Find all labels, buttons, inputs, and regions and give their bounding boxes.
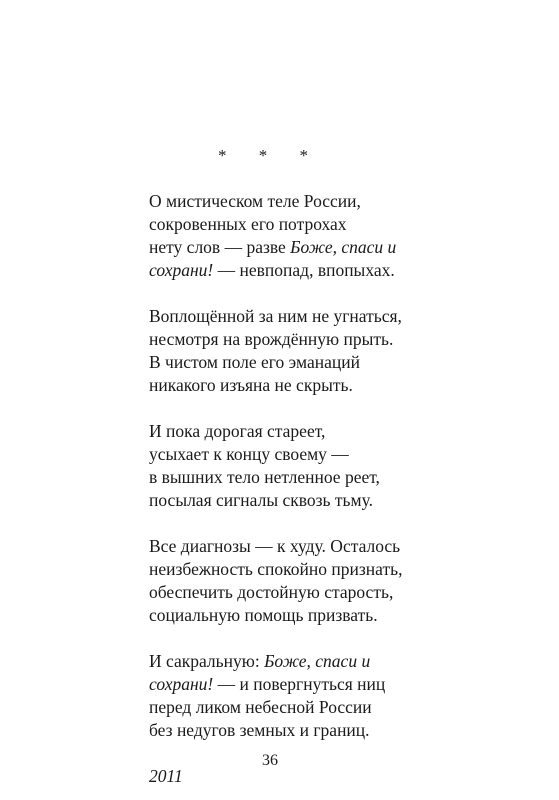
poem-text-segment: — и повергнуться ниц [213,674,386,694]
poem-text-segment: О мистическом теле России, [149,191,361,211]
poem-line [149,535,549,558]
poem-text-segment: В чистом поле его эманаций [149,352,360,372]
section-ornament: * * * [218,146,322,165]
poem-line [149,213,549,236]
poem-text-segment: И сакральную: [149,651,265,671]
poem-line [149,719,549,742]
page-number: 36 [262,752,278,769]
poem-line [149,650,549,673]
poem-italic-segment: сохрани! [149,674,214,694]
poem-line [149,420,549,443]
poem-line [149,259,549,282]
poem-stanza [149,650,549,742]
poem-text-segment: неизбежность спокойно признать, [149,559,403,579]
poem-line [149,236,549,259]
poem-line [149,374,549,397]
poem-text-segment: без недугов земных и границ. [149,720,370,740]
poem-text-segment: — невпопад, впопыхах. [213,260,395,280]
poem-line [149,673,549,696]
poem-text-segment: нету слов — разве [149,237,291,257]
poem-text-segment: несмотря на врождённую прыть. [149,329,394,349]
poem [149,190,549,788]
poem-italic-segment: сохрани! [149,260,214,280]
poem-text-segment: никакого изъяна не скрыть. [149,375,353,395]
poem-text-segment: усыхает к концу своему — [149,444,349,464]
poem-line [149,305,549,328]
poem-line [149,351,549,374]
poem-line [149,466,549,489]
poem-line [149,558,549,581]
poem-stanza [149,420,549,512]
poem-italic-segment: Боже, спаси и [290,237,397,257]
poem-text-segment: социальную помощь призвать. [149,605,378,625]
poem-line [149,190,549,213]
poem-text-segment: обеспечить достойную старость, [149,582,394,602]
poem-line [149,604,549,627]
poem-line [149,489,549,512]
poem-stanza [149,190,549,282]
poem-line [149,328,549,351]
poem-text-segment: в вышних тело нетленное реет, [149,467,380,487]
poem-italic-segment: Боже, спаси и [264,651,371,671]
poem-stanza [149,305,549,397]
poem-text-segment: сокровенных его потрохах [149,214,347,234]
poem-stanzas [149,190,549,742]
poem-text-segment: И пока дорогая стареет, [149,421,326,441]
poem-year: 2011 [149,766,183,786]
poem-text-segment: Все диагнозы — к худу. Осталось [149,536,401,556]
poem-text-segment: Воплощённой за ним не угнаться, [149,306,402,326]
poem-stanza [149,535,549,627]
poem-line [149,581,549,604]
poem-text-segment: перед ликом небесной России [149,697,372,717]
poem-line [149,696,549,719]
poem-text-segment: посылая сигналы сквозь тьму. [149,490,373,510]
poem-line [149,443,549,466]
